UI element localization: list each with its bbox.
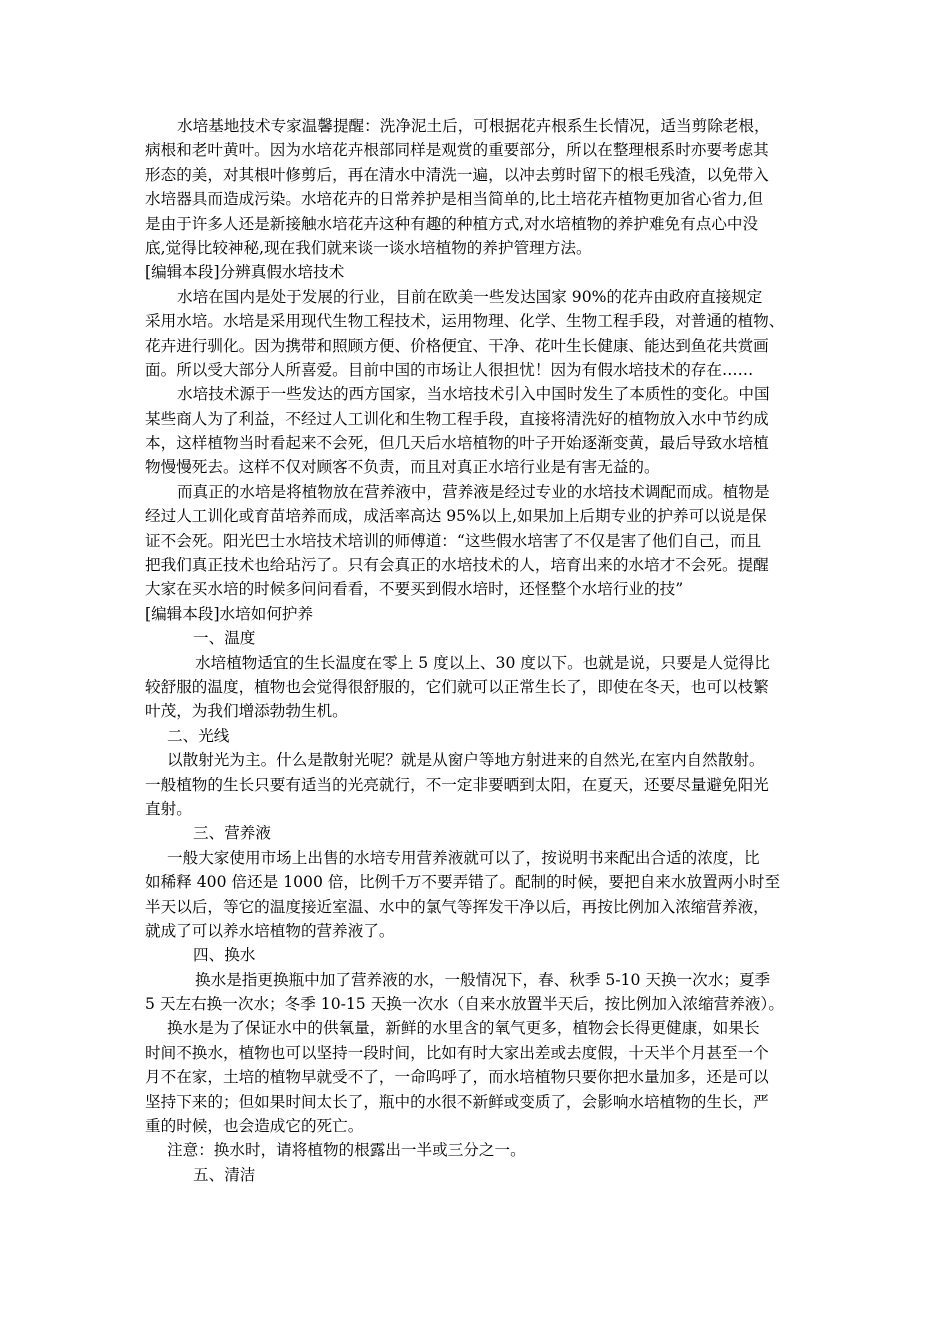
- text-line: 水培植物适宜的生长温度在零上 5 度以上、30 度以下。也就是说，只要是人觉得比: [195, 653, 770, 672]
- text-line: 换水是为了保证水中的供氧量，新鲜的水里含的氧气更多，植物会长得更健康，如果长: [167, 1019, 760, 1038]
- text-line: 把我们真正技术也给玷污了。只有会真正的水培技术的人，培育出来的水培才不会死。提醒: [145, 556, 769, 575]
- text-line: 换水是指更换瓶中加了营养液的水，一般情况下，春、秋季 5-10 天换一次水；夏季: [195, 970, 771, 989]
- text-line: 水培基地技术专家温馨提醒：洗净泥土后，可根据花卉根系生长情况，适当剪除老根，: [177, 117, 770, 135]
- text-line: 物慢慢死去。这样不仅对顾客不负责，而且对真正水培行业是有害无益的。: [145, 458, 660, 477]
- text-line: 月不在家，土培的植物早就受不了，一命呜呼了，而水培植物只要你把水量加多，还是可以: [145, 1068, 769, 1087]
- text-line: 采用水培。水培是采用现代生物工程技术，运用物理、化学、生物工程手段，对普通的植物、: [145, 312, 785, 331]
- section-heading: [编辑本段]分辨真假水培技术: [145, 263, 345, 282]
- text-line: 经过人工训化或育苗培养而成，成活率高达 95%以上,如果加上后期专业的护养可以说是保: [145, 507, 767, 526]
- text-line: 水培器具而造成污染。水培花卉的日常养护是相当简单的,比土培花卉植物更加省心省力,但: [145, 190, 764, 209]
- text-line: 时间不换水，植物也可以坚持一段时间，比如有时大家出差或去度假，十天半个月甚至一个: [145, 1043, 769, 1062]
- text-line: 水培在国内是处于发展的行业，目前在欧美一些发达国家 90%的花卉由政府直接规定: [177, 287, 763, 306]
- paragraph: [145, 846, 809, 944]
- text-line: 病根和老叶黄叶。因为水培花卉根部同样是观赏的重要部分，所以在整理根系时亦要考虑其: [145, 141, 769, 160]
- text-line: 大家在买水培的时候多问问看看，不要买到假水培时，还怪整个水培行业的技”: [145, 580, 684, 599]
- text-line: 证不会死。阳光巴士水培技术培训的师傅道：“这些假水培害了不仅是害了他们自己，而且: [145, 531, 762, 550]
- subheading: 四、换水: [193, 946, 256, 965]
- text-line: 一般大家使用市场上出售的水培专用营养液就可以了，按说明书来配出合适的浓度，比: [167, 848, 760, 867]
- subheading: 三、营养液: [193, 824, 271, 843]
- paragraph: [145, 382, 809, 480]
- text-line: 是由于许多人还是新接触水培花卉这种有趣的种植方式,对水培植物的养护难免有点心中没: [145, 214, 759, 233]
- note-line: 注意：换水时，请将植物的根露出一半或三分之一。: [167, 1141, 526, 1160]
- text-line: 5 天左右换一次水；冬季 10-15 天换一次水（自来水放置半天后，按比例加入浓缩营养液）。: [145, 995, 784, 1014]
- text-line: 而真正的水培是将植物放在营养液中，营养液是经过专业的水培技术调配而成。植物是: [177, 482, 770, 501]
- paragraph: [145, 285, 809, 383]
- subheading: 五、清洁: [193, 1165, 256, 1184]
- paragraph: [145, 748, 809, 821]
- text-line: 直射。: [145, 799, 192, 818]
- paragraph: [145, 1016, 809, 1138]
- text-line: 某些商人为了利益，不经过人工训化和生物工程手段，直接将清洗好的植物放入水中节约成: [145, 409, 769, 428]
- document-page: [145, 114, 809, 1187]
- text-line: 形态的美，对其根叶修剪后，再在清水中清洗一遍，以冲去剪时留下的根毛残渣，以免带入: [145, 165, 769, 184]
- paragraph: [145, 651, 809, 724]
- paragraph: [145, 968, 809, 1017]
- text-line: 就成了可以养水培植物的营养液了。: [145, 921, 395, 940]
- text-line: 半天以后，等它的温度接近室温、水中的氯气等挥发干净以后，再按比例加入浓缩营养液，: [145, 897, 769, 916]
- text-line: 以散射光为主。什么是散射光呢？就是从窗户等地方射进来的自然光,在室内自然散射。: [167, 751, 765, 770]
- text-line: 叶茂，为我们增添勃勃生机。: [145, 702, 348, 721]
- paragraph: [145, 480, 809, 602]
- text-line: 花卉进行驯化。因为携带和照顾方便、价格便宜、干净、花叶生长健康、能达到鱼花共赏画: [145, 336, 769, 355]
- text-line: 一般植物的生长只要有适当的光亮就行，不一定非要晒到太阳，在夏天，还要尽量避免阳光: [145, 775, 769, 794]
- section-heading: [编辑本段]水培如何护养: [145, 604, 314, 623]
- intro-paragraph: [145, 114, 809, 260]
- text-line: 坚持下来的；但如果时间太长了，瓶中的水很不新鲜或变质了，会影响水培植物的生长，严: [145, 1092, 769, 1111]
- text-line: 水培技术源于一些发达的西方国家，当水培技术引入中国时发生了本质性的变化。中国: [177, 385, 770, 404]
- text-line: 底,觉得比较神秘,现在我们就来谈一谈水培植物的养护管理方法。: [145, 238, 592, 257]
- text-line: 本，这样植物当时看起来不会死，但几天后水培植物的叶子开始逐渐变黄，最后导致水培植: [145, 434, 769, 453]
- text-line: 如稀释 400 倍还是 1000 倍，比例千万不要弄错了。配制的时候，要把自来水放置两小时至: [145, 873, 781, 892]
- text-line: 重的时候，也会造成它的死亡。: [145, 1117, 364, 1136]
- text-line: 较舒服的温度，植物也会觉得很舒服的，它们就可以正常生长了，即使在冬天，也可以枝繁: [145, 677, 769, 696]
- subheading: 二、光线: [167, 726, 230, 745]
- text-line: 面。所以受大部分人所喜爱。目前中国的市场让人很担忧！因为有假水培技术的存在……: [145, 360, 754, 379]
- subheading: 一、温度: [193, 629, 256, 648]
